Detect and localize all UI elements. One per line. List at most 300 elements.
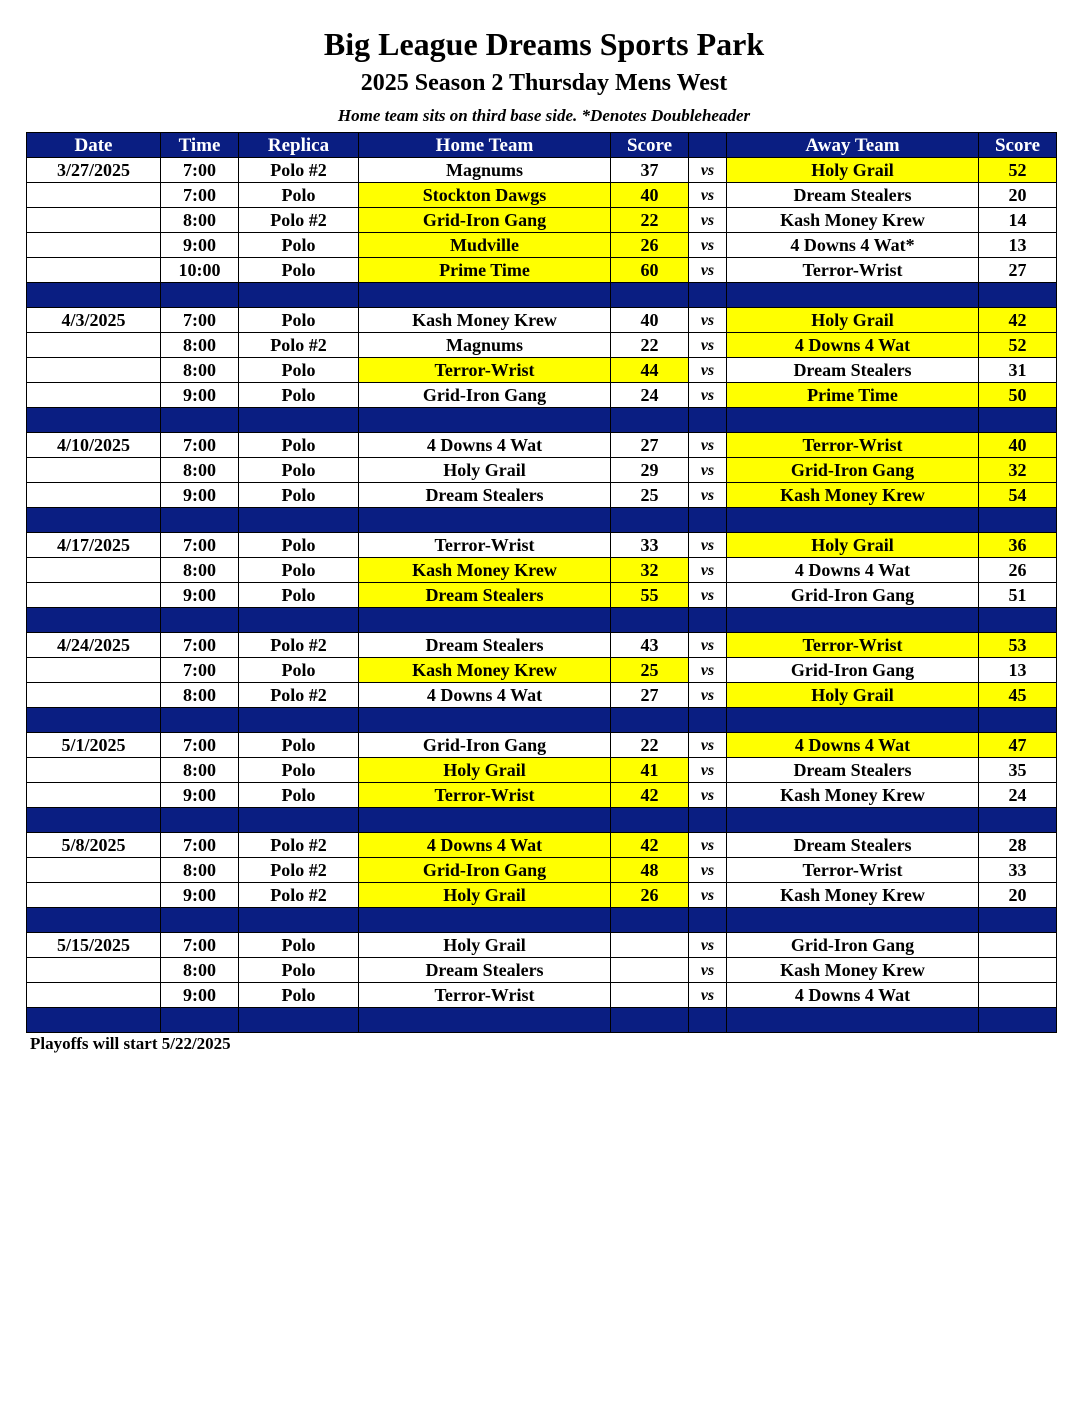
game-date: 3/27/2025 [27,158,161,183]
game-replica: Polo [239,583,359,608]
game-date [27,458,161,483]
separator-cell [727,608,979,633]
away-team: 4 Downs 4 Wat [727,983,979,1008]
separator-cell [27,808,161,833]
game-replica: Polo #2 [239,158,359,183]
home-score: 26 [611,233,689,258]
game-date [27,558,161,583]
away-score: 42 [979,308,1057,333]
away-score [979,958,1057,983]
away-score: 26 [979,558,1057,583]
game-replica: Polo [239,933,359,958]
page-title: Big League Dreams Sports Park [323,26,765,62]
game-replica: Polo [239,308,359,333]
game-time: 9:00 [161,483,239,508]
game-date [27,783,161,808]
separator-cell [161,508,239,533]
home-score: 25 [611,658,689,683]
away-score: 14 [979,208,1057,233]
separator-cell [611,908,689,933]
home-team: Terror-Wrist [359,983,611,1008]
home-team: Magnums [359,333,611,358]
home-score: 24 [611,383,689,408]
game-date: 5/15/2025 [27,933,161,958]
home-score: 37 [611,158,689,183]
home-team: Dream Stealers [359,483,611,508]
game-replica: Polo [239,958,359,983]
separator-cell [979,408,1057,433]
away-score: 27 [979,258,1057,283]
game-time: 8:00 [161,458,239,483]
game-replica: Polo [239,658,359,683]
col-vs [689,133,727,158]
game-time: 9:00 [161,383,239,408]
separator-cell [689,908,727,933]
game-time: 10:00 [161,258,239,283]
away-score: 45 [979,683,1057,708]
away-score: 52 [979,333,1057,358]
game-date [27,358,161,383]
game-row [27,933,1057,958]
home-team: Holy Grail [359,883,611,908]
vs-label: vs [689,458,727,483]
home-team: 4 Downs 4 Wat [359,433,611,458]
vs-label: vs [689,233,727,258]
separator-cell [359,908,611,933]
season-subtitle: 2025 Season 2 Thursday Mens West [360,70,728,96]
away-team: Terror-Wrist [727,433,979,458]
vs-label: vs [689,258,727,283]
away-team: Prime Time [727,383,979,408]
game-date [27,858,161,883]
game-row [27,208,1057,233]
game-time: 8:00 [161,358,239,383]
week-separator [27,608,1057,633]
col-away-team: Away Team [727,133,979,158]
away-score: 31 [979,358,1057,383]
away-score: 36 [979,533,1057,558]
vs-label: vs [689,983,727,1008]
game-date [27,333,161,358]
home-score: 33 [611,533,689,558]
vs-label: vs [689,958,727,983]
game-time: 7:00 [161,933,239,958]
home-score: 29 [611,458,689,483]
away-team: 4 Downs 4 Wat [727,333,979,358]
separator-cell [161,808,239,833]
game-time: 7:00 [161,633,239,658]
away-score [979,933,1057,958]
separator-cell [27,908,161,933]
home-score: 40 [611,183,689,208]
home-score: 26 [611,883,689,908]
separator-cell [611,283,689,308]
separator-cell [979,808,1057,833]
game-time: 9:00 [161,883,239,908]
game-row [27,533,1057,558]
home-team: Mudville [359,233,611,258]
separator-cell [979,1008,1057,1033]
game-date [27,583,161,608]
separator-cell [611,508,689,533]
away-team: Kash Money Krew [727,883,979,908]
game-replica: Polo [239,433,359,458]
away-score: 53 [979,633,1057,658]
away-team: Terror-Wrist [727,858,979,883]
vs-label: vs [689,208,727,233]
home-score [611,983,689,1008]
separator-cell [239,508,359,533]
home-team: Dream Stealers [359,958,611,983]
week-separator [27,708,1057,733]
separator-cell [239,283,359,308]
separator-cell [161,283,239,308]
game-row [27,858,1057,883]
away-team: Holy Grail [727,308,979,333]
home-team: Kash Money Krew [359,308,611,333]
away-team: Dream Stealers [727,833,979,858]
separator-cell [979,608,1057,633]
separator-cell [979,708,1057,733]
col-home-score: Score [611,133,689,158]
game-time: 8:00 [161,208,239,233]
away-team: Grid-Iron Gang [727,458,979,483]
vs-label: vs [689,633,727,658]
game-date [27,233,161,258]
separator-cell [689,508,727,533]
away-team: 4 Downs 4 Wat [727,733,979,758]
home-team: Dream Stealers [359,633,611,658]
vs-label: vs [689,558,727,583]
game-time: 7:00 [161,833,239,858]
away-team: Holy Grail [727,533,979,558]
week-separator [27,1008,1057,1033]
game-row [27,833,1057,858]
game-time: 9:00 [161,583,239,608]
separator-cell [239,708,359,733]
home-team: Magnums [359,158,611,183]
game-row [27,258,1057,283]
home-team: Holy Grail [359,758,611,783]
away-team: Grid-Iron Gang [727,658,979,683]
away-score: 35 [979,758,1057,783]
vs-label: vs [689,658,727,683]
home-score [611,958,689,983]
separator-cell [27,1008,161,1033]
game-date [27,383,161,408]
separator-cell [727,708,979,733]
away-score: 40 [979,433,1057,458]
away-score: 20 [979,183,1057,208]
separator-cell [689,283,727,308]
game-date: 5/8/2025 [27,833,161,858]
away-team: Grid-Iron Gang [727,583,979,608]
away-team: Kash Money Krew [727,208,979,233]
home-team: Stockton Dawgs [359,183,611,208]
vs-label: vs [689,758,727,783]
game-row [27,658,1057,683]
game-replica: Polo [239,783,359,808]
home-score: 27 [611,683,689,708]
game-date: 4/24/2025 [27,633,161,658]
game-time: 9:00 [161,983,239,1008]
separator-cell [239,408,359,433]
away-score: 32 [979,458,1057,483]
away-score: 54 [979,483,1057,508]
home-team: Holy Grail [359,933,611,958]
game-replica: Polo [239,258,359,283]
vs-label: vs [689,158,727,183]
game-row [27,458,1057,483]
away-team: Grid-Iron Gang [727,933,979,958]
separator-cell [27,508,161,533]
separator-cell [611,1008,689,1033]
game-row [27,883,1057,908]
game-replica: Polo [239,758,359,783]
home-score: 55 [611,583,689,608]
home-score: 22 [611,733,689,758]
vs-label: vs [689,833,727,858]
home-score: 48 [611,858,689,883]
col-replica: Replica [239,133,359,158]
home-team: Kash Money Krew [359,558,611,583]
game-replica: Polo [239,533,359,558]
away-team: Dream Stealers [727,758,979,783]
week-separator [27,283,1057,308]
col-away-score: Score [979,133,1057,158]
separator-cell [979,908,1057,933]
game-replica: Polo #2 [239,833,359,858]
home-team: Terror-Wrist [359,533,611,558]
game-time: 8:00 [161,333,239,358]
game-replica: Polo [239,183,359,208]
away-score: 20 [979,883,1057,908]
separator-cell [979,508,1057,533]
game-row [27,433,1057,458]
separator-cell [727,1008,979,1033]
game-time: 7:00 [161,733,239,758]
game-time: 7:00 [161,533,239,558]
separator-cell [27,283,161,308]
col-home-team: Home Team [359,133,611,158]
separator-cell [161,408,239,433]
vs-label: vs [689,308,727,333]
separator-cell [727,808,979,833]
game-row [27,383,1057,408]
game-date: 4/3/2025 [27,308,161,333]
separator-cell [727,283,979,308]
home-score: 22 [611,333,689,358]
game-date [27,983,161,1008]
separator-cell [161,708,239,733]
game-date [27,183,161,208]
game-replica: Polo [239,733,359,758]
separator-cell [239,1008,359,1033]
game-time: 7:00 [161,158,239,183]
home-score: 25 [611,483,689,508]
game-replica: Polo #2 [239,858,359,883]
game-replica: Polo [239,558,359,583]
vs-label: vs [689,733,727,758]
away-team: 4 Downs 4 Wat* [727,233,979,258]
vs-label: vs [689,183,727,208]
game-row [27,233,1057,258]
away-score: 52 [979,158,1057,183]
game-replica: Polo [239,983,359,1008]
vs-label: vs [689,883,727,908]
vs-label: vs [689,333,727,358]
game-replica: Polo [239,358,359,383]
game-time: 7:00 [161,658,239,683]
away-team: Terror-Wrist [727,633,979,658]
away-team: Dream Stealers [727,183,979,208]
game-row [27,483,1057,508]
game-replica: Polo #2 [239,333,359,358]
home-team: Kash Money Krew [359,658,611,683]
home-score: 60 [611,258,689,283]
separator-cell [239,908,359,933]
away-score: 33 [979,858,1057,883]
separator-cell [27,708,161,733]
vs-label: vs [689,358,727,383]
away-team: Kash Money Krew [727,783,979,808]
separator-cell [239,608,359,633]
vs-label: vs [689,583,727,608]
away-team: 4 Downs 4 Wat [727,558,979,583]
away-team: Terror-Wrist [727,258,979,283]
away-team: Holy Grail [727,683,979,708]
col-time: Time [161,133,239,158]
vs-label: vs [689,533,727,558]
playoffs-note: Playoffs will start 5/22/2025 [30,1034,231,1053]
game-row [27,683,1057,708]
separator-cell [611,808,689,833]
game-date: 4/17/2025 [27,533,161,558]
away-score: 24 [979,783,1057,808]
separator-cell [727,408,979,433]
game-replica: Polo [239,383,359,408]
home-score: 43 [611,633,689,658]
week-separator [27,408,1057,433]
separator-cell [689,708,727,733]
separator-cell [239,808,359,833]
home-team: Grid-Iron Gang [359,733,611,758]
game-row [27,333,1057,358]
home-score: 22 [611,208,689,233]
game-date [27,758,161,783]
away-team: Holy Grail [727,158,979,183]
game-row [27,983,1057,1008]
home-score: 42 [611,833,689,858]
separator-cell [689,608,727,633]
schedule-table [26,132,1057,1033]
away-team: Kash Money Krew [727,483,979,508]
separator-cell [359,608,611,633]
game-row [27,633,1057,658]
away-score: 13 [979,233,1057,258]
game-time: 8:00 [161,683,239,708]
game-time: 7:00 [161,183,239,208]
home-team: 4 Downs 4 Wat [359,833,611,858]
vs-label: vs [689,433,727,458]
vs-label: vs [689,858,727,883]
vs-label: vs [689,683,727,708]
away-team: Kash Money Krew [727,958,979,983]
away-score: 28 [979,833,1057,858]
game-row [27,958,1057,983]
vs-label: vs [689,783,727,808]
separator-cell [979,283,1057,308]
separator-cell [689,808,727,833]
home-score: 32 [611,558,689,583]
game-row [27,158,1057,183]
game-time: 7:00 [161,433,239,458]
home-team: Terror-Wrist [359,783,611,808]
game-replica: Polo #2 [239,208,359,233]
separator-cell [611,708,689,733]
game-date [27,958,161,983]
game-date [27,658,161,683]
home-score: 42 [611,783,689,808]
separator-cell [727,508,979,533]
game-replica: Polo [239,458,359,483]
home-team: Holy Grail [359,458,611,483]
home-team: Terror-Wrist [359,358,611,383]
separator-cell [359,708,611,733]
week-separator [27,908,1057,933]
away-team: Dream Stealers [727,358,979,383]
game-row [27,558,1057,583]
separator-cell [359,508,611,533]
game-time: 8:00 [161,558,239,583]
home-team: Dream Stealers [359,583,611,608]
header-row [27,133,1057,158]
vs-label: vs [689,483,727,508]
home-team: Prime Time [359,258,611,283]
game-date [27,208,161,233]
separator-cell [689,408,727,433]
away-score: 13 [979,658,1057,683]
game-row [27,308,1057,333]
vs-label: vs [689,383,727,408]
schedule-note: Home team sits on third base side. *Denotes Doubleheader [337,106,751,125]
separator-cell [359,1008,611,1033]
separator-cell [689,1008,727,1033]
game-date [27,483,161,508]
game-row [27,783,1057,808]
game-date: 4/10/2025 [27,433,161,458]
home-score: 40 [611,308,689,333]
game-row [27,733,1057,758]
game-replica: Polo [239,483,359,508]
game-time: 7:00 [161,308,239,333]
game-time: 9:00 [161,233,239,258]
away-score: 51 [979,583,1057,608]
game-date [27,683,161,708]
week-separator [27,508,1057,533]
separator-cell [359,283,611,308]
game-time: 8:00 [161,858,239,883]
game-time: 8:00 [161,958,239,983]
separator-cell [27,608,161,633]
home-score [611,933,689,958]
separator-cell [611,408,689,433]
game-replica: Polo #2 [239,883,359,908]
game-date [27,258,161,283]
game-replica: Polo #2 [239,683,359,708]
game-replica: Polo #2 [239,633,359,658]
game-date [27,883,161,908]
